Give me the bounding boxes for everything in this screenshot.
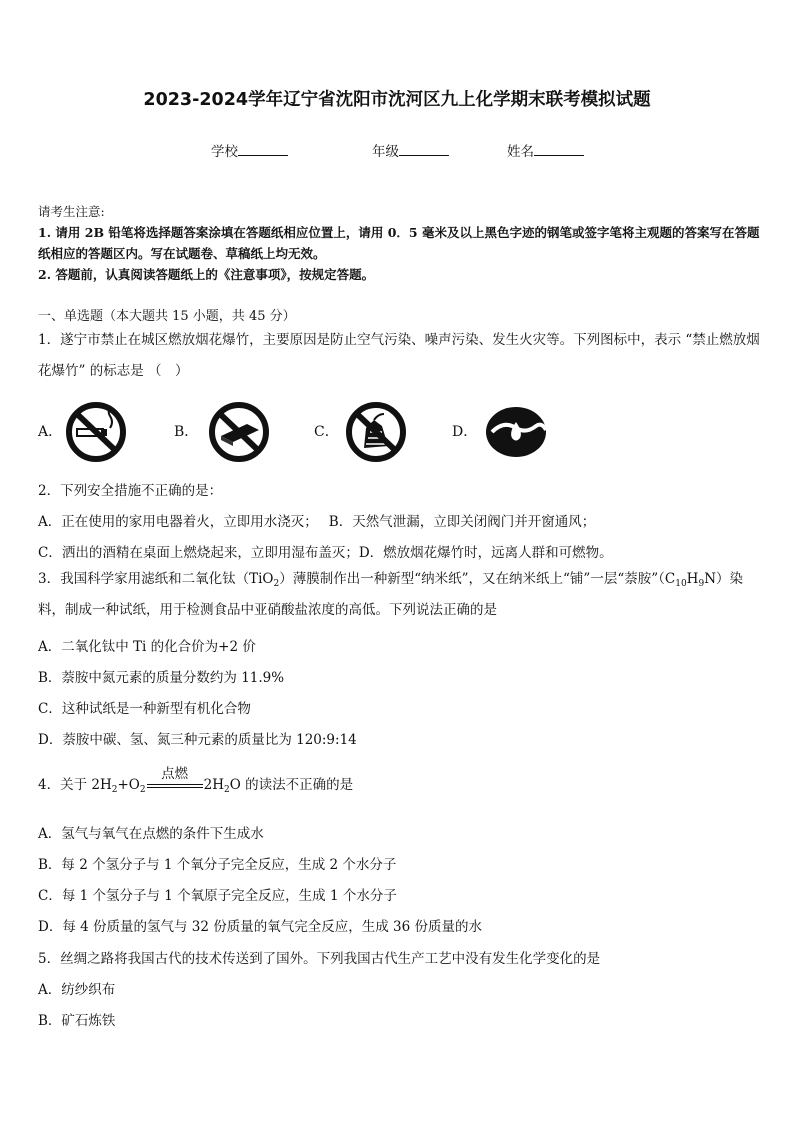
q4-option-c: C．每 1 个氢分子与 1 个氧原子完全反应，生成 1 个水分子 xyxy=(38,888,397,904)
q2-options-ab: A．正在使用的家用电器着火，立即用水浇灭； B．天然气泄漏，立即关闭阀门并开窗通风； xyxy=(38,514,596,530)
q3-sub: 9 xyxy=(698,579,705,589)
q3-stem-part: 3．我国科学家用滤纸和二氧化钛（TiO xyxy=(38,571,274,587)
q3-option-a: A．二氧化钛中 Ti 的化合价为+2 价 xyxy=(38,639,256,655)
q4-option-d: D．每 4 份质量的氢气与 32 份质量的氧气完全反应，生成 36 份质量的水 xyxy=(38,919,483,935)
q5-option-a: A．纺纱织布 xyxy=(38,982,116,998)
equals-line xyxy=(147,784,203,785)
reaction-arrow xyxy=(147,765,203,796)
no-firecrackers-sign-icon xyxy=(344,402,408,462)
q4-part: 4．关于 2H xyxy=(38,777,112,793)
q1-option-d-label: D． xyxy=(452,424,478,440)
q4-sub: 2 xyxy=(223,785,230,795)
q3-option-d: D．萘胺中碳、氢、氮三种元素的质量比为 120:9:14 xyxy=(38,732,357,748)
q2-stem: 2．下列安全措施不正确的是： xyxy=(38,483,223,499)
q1-option-a-label: A． xyxy=(38,424,63,440)
notice-heading: 请考生注意: xyxy=(38,204,105,219)
q3-stem-part: ）薄膜制作出一种新型“纳米纸”，又在纳米纸上“铺”一层“萘胺”（C xyxy=(279,571,676,587)
q4-part: 2H xyxy=(203,777,224,793)
no-smoking-sign-icon xyxy=(64,402,128,462)
q4-part: +O xyxy=(117,777,140,793)
q3-option-b: B．萘胺中氮元素的质量分数约为 11.9% xyxy=(38,670,285,686)
q1-stem: 1．遂宁市禁止在城区燃放烟花爆竹，主要原因是防止空气污染、噪声污染、发生火灾等。下列图标中，表示 “禁止燃放烟花爆竹” 的标志是 （ ） xyxy=(38,332,760,379)
name-blank xyxy=(534,141,584,156)
q3-sub: 2 xyxy=(273,579,280,589)
school-blank xyxy=(238,141,288,156)
notice-block xyxy=(38,201,760,285)
water-saving-sign-icon xyxy=(484,402,548,462)
notice-item-2: 2. 答题前，认真阅读答题纸上的《注意事项》，按规定答题。 xyxy=(38,267,375,282)
grade-blank xyxy=(399,141,449,156)
grade-field xyxy=(372,140,449,160)
name-label: 姓名 xyxy=(507,144,534,160)
notice-item-1: 1. 请用 2B 铅笔将选择题答案涂填在答题纸相应位置上，请用 0．5 毫米及以上黑色字迹的钢笔或签字笔将主观题的答案写在答题纸相应的答题区内。写在试题卷、草稿纸上均无效。 xyxy=(38,225,760,261)
section-heading: 一、单选题（本大题共 15 小题，共 45 分） xyxy=(38,309,296,324)
q3-option-c: C．这种试纸是一种新型有机化合物 xyxy=(38,701,251,717)
q5-stem: 5．丝绸之路将我国古代的技术传送到了国外。下列我国古代生产工艺中没有发生化学变化的是 xyxy=(38,951,601,967)
no-matches-sign-icon xyxy=(207,402,271,462)
q1-option-b-label: B． xyxy=(174,424,199,440)
name-field xyxy=(507,140,584,160)
q5-option-b: B．矿石炼铁 xyxy=(38,1013,116,1029)
q4-part: O 的读法不正确的是 xyxy=(229,777,354,793)
q3-stem xyxy=(38,564,760,626)
q3-stem-part: N）染料，制成一种试纸，用于检测食品中亚硝酸盐浓度的高低。下列说法正确的是 xyxy=(38,571,743,618)
q1-option-c-label: C． xyxy=(314,424,339,440)
q4-stem xyxy=(38,765,760,796)
equals-line xyxy=(147,787,203,788)
grade-label: 年级 xyxy=(372,144,399,160)
q4-sub: 2 xyxy=(111,785,118,795)
q3-stem-part: H xyxy=(686,571,699,587)
q4-sub: 2 xyxy=(139,785,146,795)
school-field xyxy=(211,140,288,160)
q4-option-a: A．氢气与氧气在点燃的条件下生成水 xyxy=(38,826,264,842)
exam-title: 2023-2024学年辽宁省沈阳市沈河区九上化学期末联考模拟试题 xyxy=(143,90,651,110)
q3-sub: 10 xyxy=(675,579,687,589)
school-label: 学校 xyxy=(211,144,238,160)
reaction-condition: 点燃 xyxy=(161,765,189,782)
q2-options-cd: C．洒出的酒精在桌面上燃烧起来，立即用湿布盖灭；D．燃放烟花爆竹时，远离人群和可燃物。 xyxy=(38,545,613,561)
q4-option-b: B．每 2 个氢分子与 1 个氧分子完全反应，生成 2 个水分子 xyxy=(38,857,397,873)
